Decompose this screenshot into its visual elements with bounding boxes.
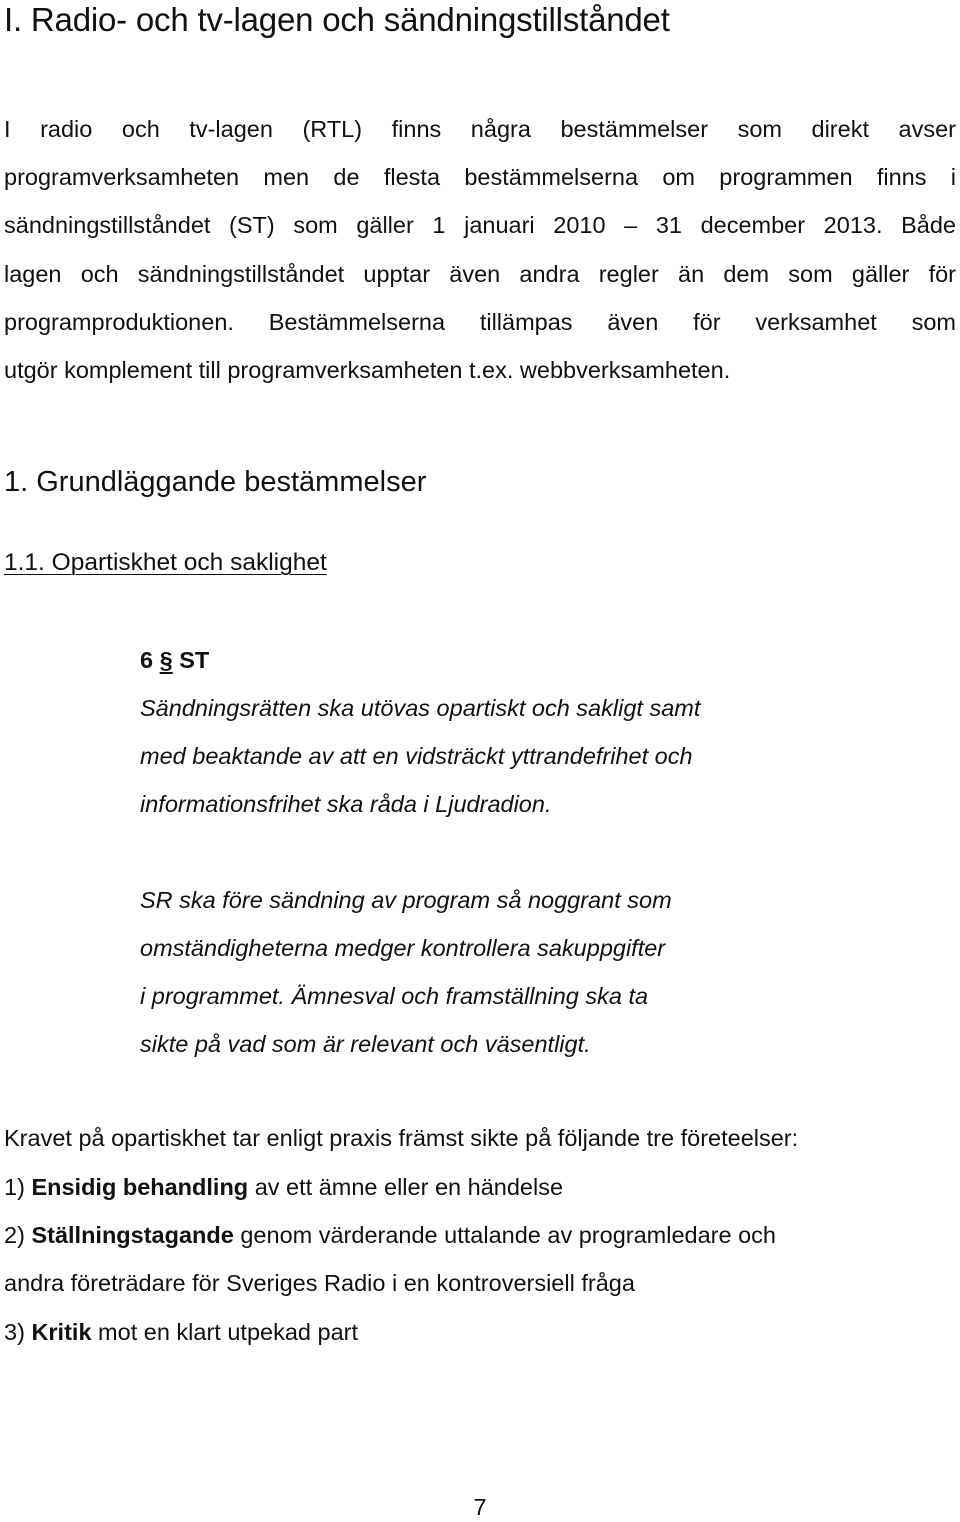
section-sign: § xyxy=(159,647,173,673)
requirement-term: Ensidig behandling xyxy=(31,1174,249,1200)
subsection-heading: 1.1. Opartiskhet och saklighet xyxy=(4,549,327,576)
requirement-item-1 xyxy=(4,1163,956,1211)
intro-line: programproduktionen. Bestämmelserna tillämpas även för verksamhet som xyxy=(4,308,956,335)
requirements-intro xyxy=(4,1114,956,1162)
statute-number: 6 xyxy=(140,647,154,673)
quote-line: SR ska före sändning av program så noggrant som xyxy=(140,887,672,913)
requirement-item-2 xyxy=(4,1211,956,1307)
requirement-number: 3) xyxy=(4,1319,25,1345)
requirement-line xyxy=(4,1308,956,1356)
requirement-term: Kritik xyxy=(31,1319,92,1345)
intro-paragraph xyxy=(4,105,956,394)
requirement-number: 2) xyxy=(4,1222,25,1248)
requirement-number: 1) xyxy=(4,1174,25,1200)
quote-line: sikte på vad som är relevant och väsentligt. xyxy=(140,1031,591,1057)
requirement-text: av ett ämne eller en händelse xyxy=(248,1174,564,1200)
statute-code: ST xyxy=(179,647,210,673)
intro-line: utgör komplement till programverksamheten t.ex. webbverksamheten. xyxy=(4,357,731,384)
section-heading: 1. Grundläggande bestämmelser xyxy=(4,466,427,498)
requirements-intro-text: Kravet på opartiskhet tar enligt praxis främst sikte på följande tre företeelser: xyxy=(4,1125,799,1151)
intro-line: programverksamheten men de flesta bestämmelserna om programmen finns i xyxy=(4,164,956,191)
requirement-line xyxy=(4,1163,956,1211)
requirement-continuation: andra företrädare för Sveriges Radio i en kontroversiell fråga xyxy=(4,1270,635,1297)
statute-reference-block xyxy=(140,640,900,680)
page-title: I. Radio- och tv-lagen och sändningstillståndet xyxy=(4,1,670,38)
quote-line: Sändningsrätten ska utövas opartiskt och sakligt samt xyxy=(140,695,701,721)
statute-reference xyxy=(140,640,900,680)
statute-quote-1 xyxy=(140,684,700,828)
quote-line: med beaktande av att en vidsträckt yttrandefrihet och xyxy=(140,743,693,769)
quote-line: informationsfrihet ska råda i Ljudradion. xyxy=(140,791,552,817)
quote-line: omständigheterna medger kontrollera sakuppgifter xyxy=(140,935,666,961)
requirement-line xyxy=(4,1211,956,1259)
requirement-item-3 xyxy=(4,1308,956,1356)
statute-quote-2 xyxy=(140,876,672,1068)
intro-line: lagen och sändningstillståndet upptar även andra regler än dem som gäller för xyxy=(4,260,956,287)
intro-line: I radio och tv-lagen (RTL) finns några bestämmelser som direkt avser xyxy=(4,116,956,142)
requirement-text: mot en klart utpekad part xyxy=(91,1319,358,1345)
page-number: 7 xyxy=(473,1494,487,1520)
requirement-text: genom värderande uttalande av programledare och xyxy=(233,1222,776,1248)
quote-line: i programmet. Ämnesval och framställning ska ta xyxy=(140,983,649,1009)
requirement-term: Ställningstagande xyxy=(31,1222,234,1248)
intro-line: sändningstillståndet (ST) som gäller 1 januari 2010 – 31 december 2013. Både xyxy=(4,212,956,239)
